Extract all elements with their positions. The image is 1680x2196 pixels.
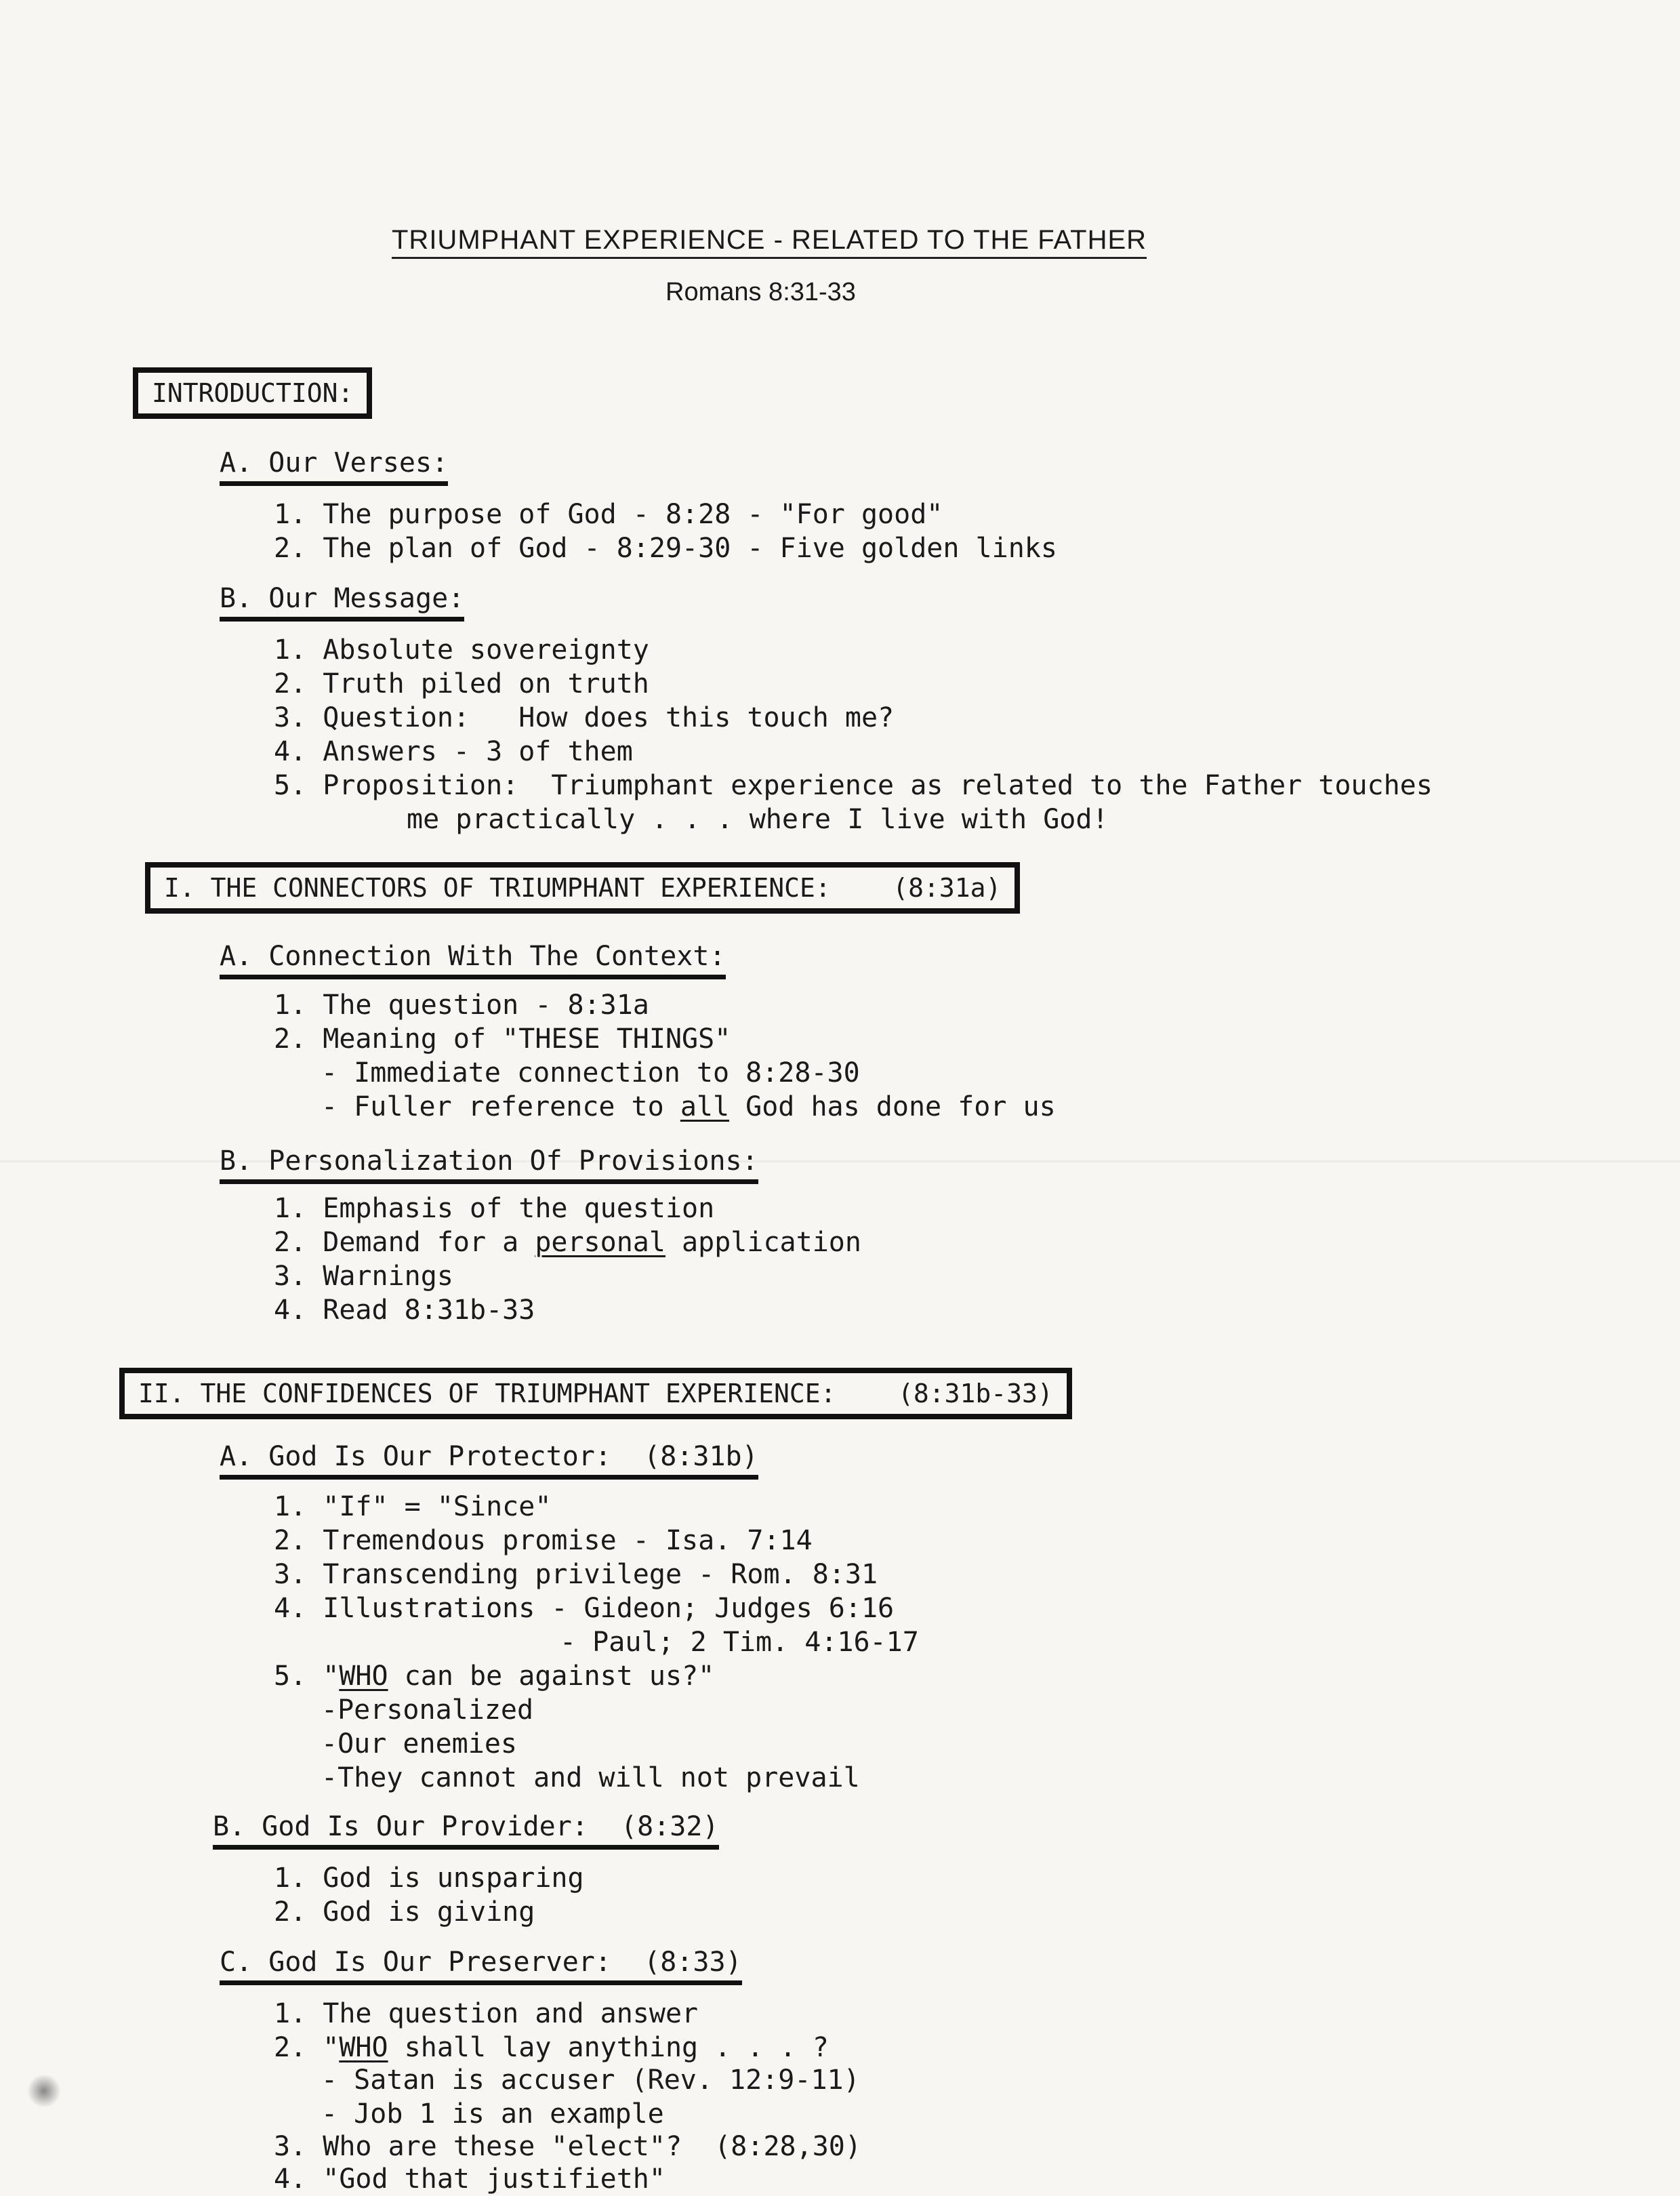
outline-item: 2. Tremendous promise - Isa. 7:14 bbox=[274, 1525, 813, 1556]
outline-item: 2. Truth piled on truth bbox=[274, 668, 649, 699]
outline-item: 1. Emphasis of the question bbox=[274, 1193, 715, 1224]
outline-text: can be against us?" bbox=[388, 1661, 715, 1692]
outline-item: 1. The question - 8:31a bbox=[274, 990, 649, 1021]
section-two-heading: II. THE CONFIDENCES OF TRIUMPHANT EXPERIENCE: (8:31b-33) bbox=[119, 1368, 1072, 1419]
outline-item bbox=[274, 2031, 829, 2065]
underlined-word: WHO bbox=[339, 1661, 388, 1692]
outline-item: 1. God is unsparing bbox=[274, 1863, 584, 1894]
outline-text: shall lay anything . . . ? bbox=[388, 2032, 829, 2063]
outline-item: me practically . . . where I live with God! bbox=[407, 804, 1109, 835]
outline-item: -Personalized bbox=[321, 1694, 534, 1726]
outline-item bbox=[321, 1090, 1056, 1124]
outline-item: 4. Read 8:31b-33 bbox=[274, 1295, 535, 1326]
outline-item: 1. Absolute sovereignty bbox=[274, 634, 649, 666]
underlined-word: all bbox=[680, 1091, 730, 1122]
outline-text: application bbox=[665, 1227, 861, 1258]
outline-item: 2. The plan of God - 8:29-30 - Five golden links bbox=[274, 533, 1057, 564]
preserver-heading: C. God Is Our Preserver: (8:33) bbox=[220, 1947, 742, 1985]
outline-item: - Job 1 is an example bbox=[321, 2098, 664, 2130]
page-title: TRIUMPHANT EXPERIENCE - RELATED TO THE FATHER bbox=[392, 225, 1147, 259]
outline-item: 3. Transcending privilege - Rom. 8:31 bbox=[274, 1559, 878, 1590]
outline-item: 2. God is giving bbox=[274, 1896, 535, 1928]
outline-item: -Our enemies bbox=[321, 1728, 517, 1760]
connection-context-heading: A. Connection With The Context: bbox=[220, 941, 726, 979]
provider-heading: B. God Is Our Provider: (8:32) bbox=[213, 1811, 719, 1850]
ink-smudge bbox=[27, 2074, 61, 2108]
outline-item bbox=[274, 1659, 714, 1693]
outline-text: 2. " bbox=[274, 2032, 340, 2063]
outline-item: 4. Illustrations - Gideon; Judges 6:16 bbox=[274, 1593, 895, 1624]
outline-item: 2. Meaning of "THESE THINGS" bbox=[274, 1023, 731, 1055]
outline-text: 2. Demand for a bbox=[274, 1227, 535, 1258]
outline-item: 3. Question: How does this touch me? bbox=[274, 702, 895, 733]
personalization-heading: B. Personalization Of Provisions: bbox=[220, 1145, 758, 1184]
outline-item bbox=[274, 1225, 861, 1259]
outline-item: 4. "God that justifieth" bbox=[274, 2163, 665, 2195]
outline-text: God has done for us bbox=[729, 1091, 1056, 1122]
outline-item: - Satan is accuser (Rev. 12:9-11) bbox=[321, 2065, 860, 2096]
underlined-word: WHO bbox=[339, 2032, 388, 2063]
outline-item: - Paul; 2 Tim. 4:16-17 bbox=[560, 1627, 919, 1658]
outline-item: 5. Proposition: Triumphant experience as related to the Father touches bbox=[274, 770, 1433, 801]
outline-text: - Fuller reference to bbox=[321, 1091, 680, 1122]
outline-item: 1. The purpose of God - 8:28 - "For good" bbox=[274, 499, 943, 530]
outline-item: 3. Who are these "elect"? (8:28,30) bbox=[274, 2131, 861, 2162]
outline-item: 1. The question and answer bbox=[274, 1998, 699, 2029]
outline-item: 4. Answers - 3 of them bbox=[274, 736, 633, 767]
outline-item: 1. "If" = "Since" bbox=[274, 1491, 552, 1522]
outline-item: 3. Warnings bbox=[274, 1261, 453, 1292]
outline-text: 5. " bbox=[274, 1661, 340, 1692]
introduction-heading: INTRODUCTION: bbox=[133, 367, 372, 419]
section-one-heading: I. THE CONNECTORS OF TRIUMPHANT EXPERIENCE: (8:31a) bbox=[145, 862, 1020, 914]
outline-item: -They cannot and will not prevail bbox=[321, 1762, 860, 1793]
underlined-word: personal bbox=[535, 1227, 665, 1258]
scripture-reference: Romans 8:31-33 bbox=[665, 278, 856, 306]
outline-item: - Immediate connection to 8:28-30 bbox=[321, 1057, 860, 1089]
our-message-heading: B. Our Message: bbox=[220, 583, 464, 622]
our-verses-heading: A. Our Verses: bbox=[220, 447, 448, 486]
protector-heading: A. God Is Our Protector: (8:31b) bbox=[220, 1441, 758, 1480]
